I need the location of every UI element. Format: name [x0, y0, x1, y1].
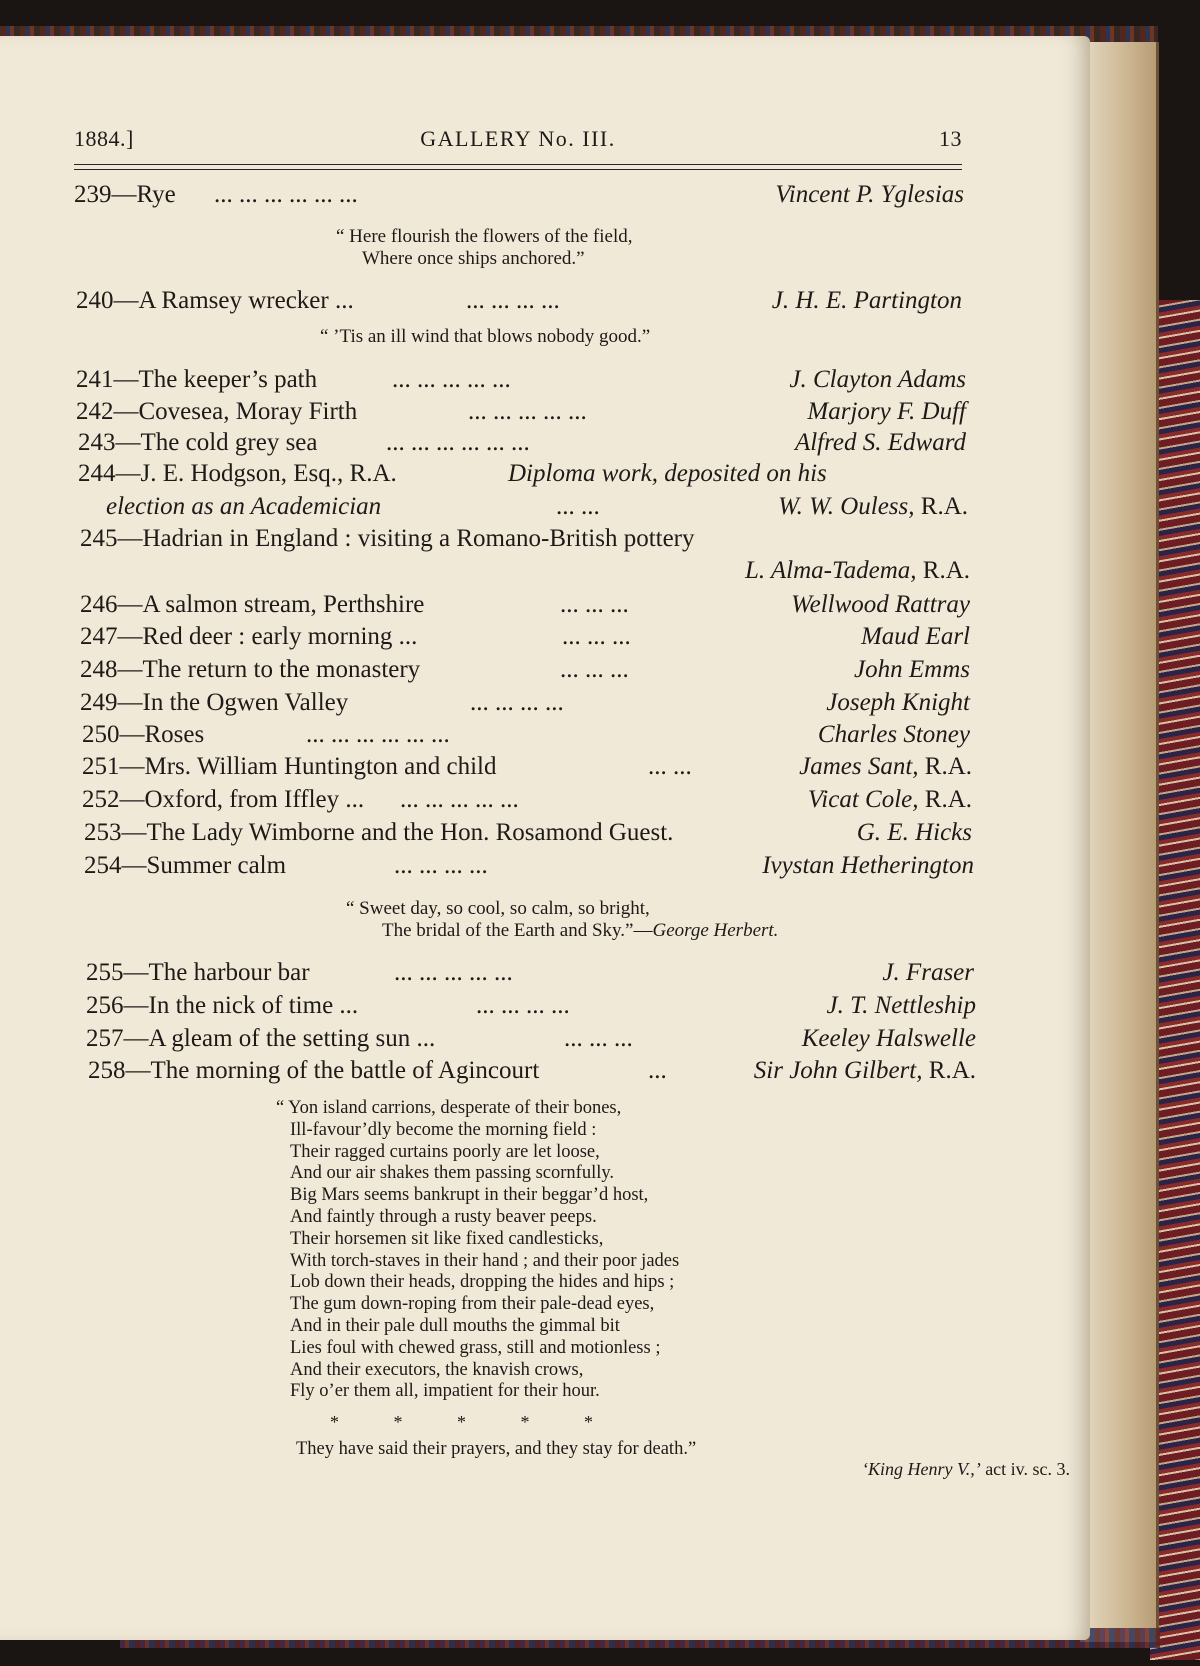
entry-title: 257—A gleam of the setting sun ...: [86, 1025, 436, 1052]
dot-leader: ... ... ... ... ...: [392, 366, 511, 393]
entry-244: [78, 459, 966, 489]
dot-leader: ... ... ... ... ... ...: [214, 181, 358, 208]
poem-line: Lies foul with chewed grass, still and motionless ;: [290, 1337, 661, 1358]
poem-line: Their ragged curtains poorly are let loose,: [290, 1141, 600, 1162]
entry-242: [76, 397, 966, 427]
dot-leader: ... ... ... ... ... ...: [386, 429, 530, 456]
poem-line: Their horsemen sit like fixed candlesticks,: [290, 1228, 604, 1249]
entry-artist: James Sant,: [799, 753, 919, 780]
dot-leader: ... ... ... ... ... ...: [306, 721, 450, 748]
epigraph-text: The bridal of the Earth and Sky.”—: [382, 920, 653, 941]
poem-line: And their executors, the knavish crows,: [290, 1359, 584, 1380]
ra-suffix: R.A.: [924, 786, 972, 813]
entry-246: [80, 590, 970, 620]
poem-line: And our air shakes them passing scornfully.: [290, 1163, 615, 1184]
citation-ref: act iv. sc. 3.: [985, 1459, 1070, 1479]
header-rule: [74, 164, 962, 165]
entry-255: [86, 958, 974, 988]
entry-240: [76, 286, 962, 316]
entry-artist: Wellwood Rattray: [791, 591, 970, 618]
entry-257: [86, 1024, 976, 1054]
entry-artist: John Emms: [854, 656, 970, 683]
entry-title: 256—In the nick of time ...: [86, 992, 359, 1019]
epigraph-line: “ Here flourish the flowers of the field,: [336, 226, 633, 247]
entry-title: 244—J. E. Hodgson, Esq., R.A.: [78, 460, 397, 487]
poem-line: Ill-favour’dly become the morning field :: [290, 1119, 597, 1140]
dot-leader: ... ... ... ... ...: [468, 398, 587, 425]
poem-line: Big Mars seems bankrupt in their beggar’d host,: [290, 1185, 649, 1206]
dot-leader: ... ... ...: [560, 656, 629, 683]
ellipsis-stars: * * * * *: [330, 1412, 593, 1432]
entry-title: 239—Rye: [74, 181, 176, 208]
ra-suffix: R.A.: [928, 1057, 976, 1084]
poem-line: Lob down their heads, dropping the hides and hips ;: [290, 1272, 675, 1293]
entry-artist: J. Clayton Adams: [789, 366, 966, 393]
entry-title: 247—Red deer : early morning ...: [80, 623, 418, 650]
poem-line: And in their pale dull mouths the gimmal bit: [290, 1315, 620, 1336]
epigraph-line: [382, 920, 778, 942]
entry-artist: G. E. Hicks: [856, 819, 972, 846]
entry-artist: J. Fraser: [882, 959, 974, 986]
entry-258: [88, 1056, 976, 1086]
entry-note: Diploma work, deposited on his: [508, 460, 827, 487]
epigraph-attribution: George Herbert.: [652, 920, 779, 941]
entry-artist: Maud Earl: [860, 623, 970, 650]
citation: [862, 1459, 1070, 1480]
poem-line: With torch-staves in their hand ; and their poor jades: [290, 1250, 680, 1271]
poem-line: The gum down-roping from their pale-dead eyes,: [290, 1294, 655, 1315]
dot-leader: ... ... ...: [560, 591, 629, 618]
header-year: 1884.]: [74, 126, 134, 151]
dot-leader: ... ...: [556, 493, 600, 520]
entry-title: election as an Academician: [106, 493, 382, 520]
entry-artist: J. T. Nettleship: [826, 992, 976, 1019]
poem-line: “ Yon island carrions, desperate of their bones,: [276, 1098, 622, 1118]
entry-title: 254—Summer calm: [84, 852, 287, 879]
ra-suffix: R.A.: [922, 557, 970, 584]
dot-leader: ... ...: [648, 753, 692, 780]
entry-artist: L. Alma-Tadema,: [744, 557, 917, 584]
poem-line: They have said their prayers, and they stay for death.”: [296, 1439, 697, 1459]
entry-251: [82, 752, 972, 782]
page-edge: [1080, 42, 1159, 1642]
entry-245-artist: [600, 556, 970, 586]
entry-241: [76, 365, 966, 395]
entry-title: 249—In the Ogwen Valley: [80, 689, 349, 716]
entry-title: 241—The keeper’s path: [76, 366, 318, 393]
dot-leader: ... ... ...: [564, 1025, 633, 1052]
entry-247: [80, 622, 970, 652]
poem-line: And faintly through a rusty beaver peeps.: [290, 1206, 597, 1227]
entry-249: [80, 688, 970, 718]
entry-title: 240—A Ramsey wrecker ...: [76, 287, 354, 314]
ra-suffix: R.A.: [924, 753, 972, 780]
dot-leader: ... ... ... ...: [466, 287, 560, 314]
epigraph-line: “ Sweet day, so cool, so calm, so bright,: [346, 898, 650, 919]
dot-leader: ... ... ... ...: [470, 689, 564, 716]
poem-line: Fly o’er them all, impatient for their hour.: [290, 1381, 600, 1402]
entry-254: [84, 851, 974, 881]
entry-title: 255—The harbour bar: [86, 959, 310, 986]
entry-artist: Sir John Gilbert,: [753, 1057, 923, 1084]
entry-artist: W. W. Ouless,: [778, 493, 915, 520]
entry-artist: J. H. E. Partington: [771, 287, 962, 314]
poem-quotation: [276, 1098, 680, 1403]
entry-artist: Keeley Halswelle: [801, 1025, 976, 1052]
entry-artist: Charles Stoney: [817, 721, 970, 748]
header-gallery: GALLERY No. III.: [420, 126, 616, 151]
entry-title: 243—The cold grey sea: [78, 429, 318, 456]
entry-252: [82, 785, 972, 815]
entry-artist: Ivystan Hetherington: [762, 852, 974, 879]
entry-250: [82, 720, 970, 750]
dot-leader: ...: [648, 1057, 667, 1084]
dot-leader: ... ... ...: [562, 623, 631, 650]
page-number: 13: [939, 126, 962, 151]
entry-title: 248—The return to the monastery: [80, 656, 421, 683]
entry-248: [80, 655, 970, 685]
entry-title: 242—Covesea, Moray Firth: [76, 398, 358, 425]
entry-artist: Vicat Cole,: [807, 786, 919, 813]
entry-title: 246—A salmon stream, Perthshire: [80, 591, 425, 618]
entry-256: [86, 991, 976, 1021]
entry-title: 250—Roses: [82, 721, 205, 748]
dot-leader: ... ... ... ...: [476, 992, 570, 1019]
citation-work: ‘King Henry V.,’: [862, 1459, 981, 1479]
entry-239: [74, 180, 964, 210]
entry-title: 253—The Lady Wimborne and the Hon. Rosamond Guest.: [84, 819, 674, 846]
ra-suffix: R.A.: [920, 493, 968, 520]
entry-artist: Vincent P. Yglesias: [775, 181, 964, 208]
entry-244-cont: [106, 492, 968, 522]
header-rule-2: [74, 169, 962, 170]
entry-artist: Joseph Knight: [826, 689, 970, 716]
entry-artist: Marjory F. Duff: [807, 398, 966, 425]
entry-253: [84, 818, 972, 848]
entry-artist: Alfred S. Edward: [794, 429, 966, 456]
epigraph-line: Where once ships anchored.”: [362, 248, 585, 269]
entry-title: 251—Mrs. William Huntington and child: [82, 753, 497, 780]
entry-243: [78, 428, 966, 458]
dot-leader: ... ... ... ... ...: [394, 959, 513, 986]
entry-245: [80, 524, 966, 554]
dot-leader: ... ... ... ...: [394, 852, 488, 879]
dot-leader: ... ... ... ... ...: [400, 786, 519, 813]
entry-title: 252—Oxford, from Iffley ...: [82, 786, 365, 813]
entry-title: 258—The morning of the battle of Agincourt: [88, 1057, 540, 1084]
entry-title: 245—Hadrian in England : visiting a Romano-British pottery: [80, 525, 695, 552]
epigraph-line: “ ’Tis an ill wind that blows nobody good.”: [320, 326, 651, 347]
